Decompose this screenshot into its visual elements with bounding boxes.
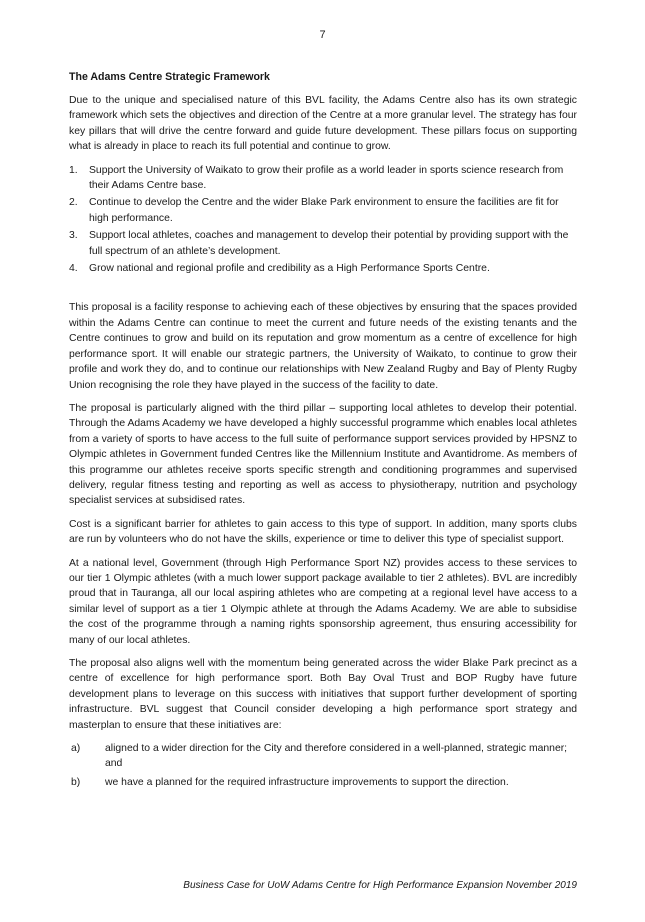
document-body <box>69 70 577 793</box>
list-item <box>69 195 577 226</box>
list-marker: a) <box>71 743 81 755</box>
body-paragraph: This proposal is a facility response to achieving each of these objectives by ensuring that the spaces provided within the Adams Centre can continue to meet the current and future needs of the existing tenants and the Centre continues to grow and build on its reputation and grow momentum as a centre of excellence for high performance sport. It will enable our strategic partners, the University of Waikato, to continue to grow their profile and work they do, and to continue our relationships with New Zealand Rugby and Bay of Plenty Rugby Union recognising the role they have played in the success of the facility to date. <box>69 302 577 391</box>
list-item <box>69 163 577 194</box>
page-number: 7 <box>319 29 326 41</box>
section-heading: The Adams Centre Strategic Framework <box>69 71 270 83</box>
list-marker: 1. <box>69 164 78 176</box>
list-marker: 2. <box>69 197 78 209</box>
list-item-text: we have a planned for the required infrastructure improvements to support the direction. <box>105 776 509 788</box>
page-footer: Business Case for UoW Adams Centre for High Performance Expansion November 2019 <box>183 880 577 891</box>
list-item-text: Support the University of Waikato to grow their profile as a world leader in sports science research from their Adams Centre base. <box>89 164 564 192</box>
body-paragraph: The proposal is particularly aligned with the third pillar – supporting local athletes to develop their potential. Through the Adams Academy we have developed a highly successful programme which enables local athletes from a variety of sports to have access to the full suite of performance support services provided by HPSNZ to Olympic athletes in Government funded Centres like the Millennium Institute and Avantidrome. As members of this programme our athletes receive sports specific strength and conditioning programmes and supervised delivery, regular fitness testing and reporting as well as access to physiotherapy, nutrition and psychology specialist services at subsidised rates. <box>69 402 577 507</box>
list-item <box>69 261 577 276</box>
list-item-text: aligned to a wider direction for the City and therefore considered in a well-planned, strategic manner; and <box>105 743 568 770</box>
list-item <box>69 741 577 772</box>
list-item-text: Continue to develop the Centre and the wider Blake Park environment to ensure the facilities are fit for high performance. <box>89 197 559 224</box>
list-marker: 3. <box>69 230 78 242</box>
body-paragraph: Cost is a significant barrier for athletes to gain access to this type of support. In addition, many sports clubs are run by volunteers who do not have the skills, experience or time to deliver this type of specialist support. <box>69 518 577 546</box>
list-item <box>69 228 577 259</box>
body-paragraph: The proposal also aligns well with the momentum being generated across the wider Blake Park precinct as a centre of excellence for high performance sport. Both Bay Oval Trust and BOP Rugby have future development plans to leverage on this success with initiatives that support further development of sporting infrastructure. BVL suggest that Council consider developing a high performance sport strategy and masterplan to ensure that these initiatives are: <box>69 658 577 731</box>
strategic-pillars-list <box>69 163 577 277</box>
intro-paragraph: Due to the unique and specialised nature of this BVL facility, the Adams Centre also has its own strategic framework which sets the objectives and direction of the Centre at a more granular level. The strategy has four key pillars that will drive the centre forward and guide future development. These pillars focus on supporting what is already in place to reach its full potential and continue to grow. <box>69 95 577 153</box>
list-marker: 4. <box>69 263 78 275</box>
list-item-text: Support local athletes, coaches and management to develop their potential by providing support with the full spectrum of an athlete’s development. <box>89 230 569 257</box>
initiatives-list <box>69 741 577 790</box>
list-marker: b) <box>71 776 81 788</box>
list-item-text: Grow national and regional profile and credibility as a High Performance Sports Centre. <box>89 263 490 275</box>
list-item <box>69 775 577 790</box>
body-paragraph: At a national level, Government (through High Performance Sport NZ) provides access to these services to our tier 1 Olympic athletes (with a much lower support package available to tier 2 athletes). BVL are incredibly proud that in Tauranga, all our local aspiring athletes who are competing at a regional level have access to a similar level of support as a tier 1 Olympic athlete at through the Adams Academy. We are able to subsidise the cost of the programme through a naming rights sponsorship agreement, thus ensuring accessibility for many of our local athletes. <box>69 557 577 646</box>
